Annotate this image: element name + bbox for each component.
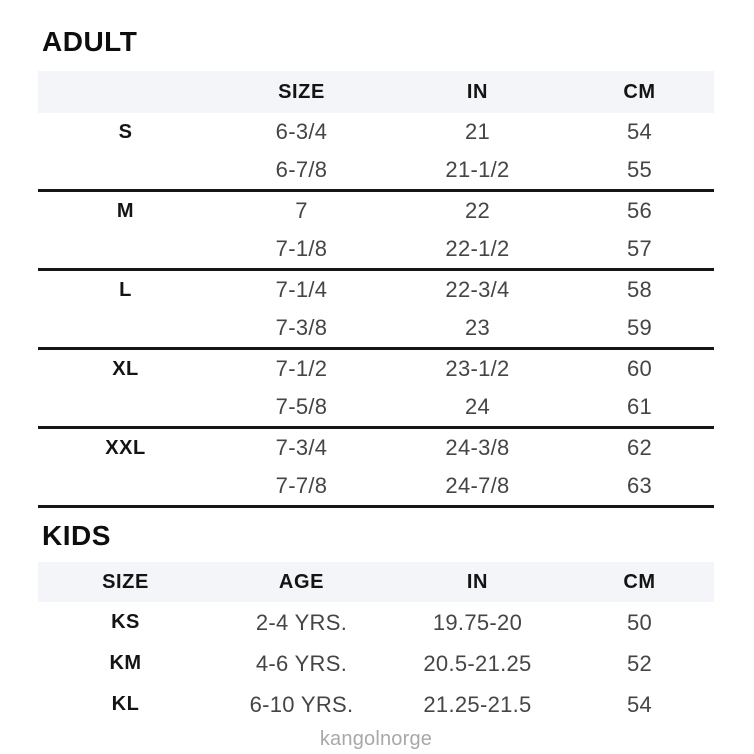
age-cell: 2-4 YRS.	[255, 609, 348, 635]
cm-cell: 54	[626, 119, 653, 144]
table-row	[38, 113, 714, 151]
size-group-label-empty	[38, 151, 213, 191]
adult-table-header	[38, 71, 714, 113]
table-row	[38, 602, 714, 643]
size-group-l	[38, 270, 714, 349]
adult-column-header-blank	[38, 71, 213, 113]
size-group-label: XXL	[105, 436, 146, 459]
inches-cell: 21-1/2	[445, 157, 510, 182]
table-row	[38, 309, 714, 349]
adult-section-title: ADULT	[42, 26, 138, 57]
cm-cell: 58	[626, 277, 653, 302]
adult-size-table	[38, 71, 714, 508]
kids-header-row	[38, 562, 714, 602]
inches-cell: 21	[464, 119, 491, 144]
hat-size-cell: 7-3/8	[275, 315, 328, 340]
inches-cell: 23	[464, 315, 491, 340]
inches-cell: 22-1/2	[445, 236, 510, 261]
table-row	[38, 230, 714, 270]
size-group-m	[38, 191, 714, 270]
table-row	[38, 191, 714, 231]
size-group-label-empty	[38, 388, 213, 428]
hat-size-cell: 7-7/8	[275, 473, 328, 498]
size-group-xl	[38, 349, 714, 428]
inches-cell: 24-3/8	[445, 435, 510, 460]
age-cell: 4-6 YRS.	[255, 650, 348, 676]
kids-size-label: KM	[109, 652, 142, 674]
inches-cell: 22	[464, 198, 491, 223]
size-group-label: XL	[112, 357, 139, 380]
kids-size-table	[38, 562, 714, 725]
hat-size-cell: 7-1/8	[275, 236, 328, 261]
cm-cell: 54	[626, 691, 653, 717]
inches-cell: 20.5-21.25	[423, 650, 532, 676]
cm-cell: 60	[626, 356, 653, 381]
size-group-label: S	[118, 120, 133, 143]
cm-cell: 61	[626, 394, 653, 419]
hat-size-cell: 7-3/4	[275, 435, 328, 460]
table-row	[38, 388, 714, 428]
cm-cell: 59	[626, 315, 653, 340]
cm-cell: 57	[626, 236, 653, 261]
inches-cell: 22-3/4	[445, 277, 510, 302]
inches-cell: 21.25-21.5	[423, 691, 532, 717]
hat-size-cell: 7-5/8	[275, 394, 328, 419]
kids-size-label: KL	[111, 693, 140, 715]
inches-cell: 24-7/8	[445, 473, 510, 498]
adult-column-header-in: IN	[390, 71, 565, 113]
hat-size-cell: 7-1/4	[275, 277, 328, 302]
kids-size-label: KS	[111, 611, 140, 633]
cm-cell: 62	[626, 435, 653, 460]
inches-cell: 24	[464, 394, 491, 419]
kids-column-header-cm: CM	[565, 562, 714, 602]
table-row	[38, 428, 714, 468]
cm-cell: 50	[626, 609, 653, 635]
size-group-label: M	[116, 199, 135, 222]
table-row	[38, 467, 714, 507]
kids-column-header-in: IN	[390, 562, 565, 602]
size-group-label-empty	[38, 309, 213, 349]
inches-cell: 19.75-20	[432, 609, 523, 635]
hat-size-cell: 6-7/8	[275, 157, 328, 182]
kids-section-title: KIDS	[42, 520, 111, 551]
hat-size-cell: 6-3/4	[275, 119, 328, 144]
size-group-label-empty	[38, 467, 213, 507]
size-group-label-empty	[38, 230, 213, 270]
cm-cell: 55	[626, 157, 653, 182]
hat-size-cell: 7	[295, 198, 308, 223]
brand-footer: kangolnorge	[319, 728, 433, 750]
size-group-xxl	[38, 428, 714, 507]
hat-size-cell: 7-1/2	[275, 356, 328, 381]
kids-column-header-size: SIZE	[38, 562, 213, 602]
adult-header-row	[38, 71, 714, 113]
kids-table-body	[38, 602, 714, 725]
kids-column-header-age: AGE	[213, 562, 390, 602]
cm-cell: 63	[626, 473, 653, 498]
table-row	[38, 349, 714, 389]
table-row	[38, 643, 714, 684]
table-row	[38, 684, 714, 725]
adult-column-header-cm: CM	[565, 71, 714, 113]
size-group-s	[38, 113, 714, 191]
cm-cell: 52	[626, 650, 653, 676]
cm-cell: 56	[626, 198, 653, 223]
age-cell: 6-10 YRS.	[249, 691, 354, 717]
table-row	[38, 151, 714, 191]
table-row	[38, 270, 714, 310]
inches-cell: 23-1/2	[445, 356, 510, 381]
size-group-label: L	[119, 278, 132, 301]
adult-column-header-size: SIZE	[213, 71, 390, 113]
kids-table-header	[38, 562, 714, 602]
